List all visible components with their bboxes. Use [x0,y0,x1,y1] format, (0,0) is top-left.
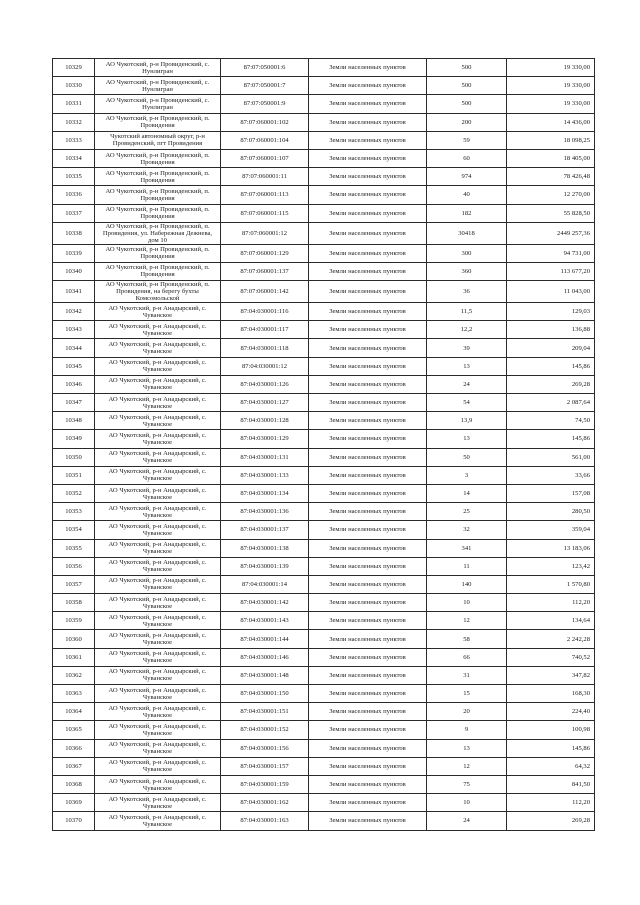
table-row [53,412,595,430]
land-category-cell: Земли населенных пунктов [309,339,427,357]
cadastral-cost-cell: 100,98 [507,721,595,739]
address-cell: АО Чукотский, р-н Анадырский, с. Чуванское [95,757,221,775]
land-category-cell: Земли населенных пунктов [309,575,427,593]
area-cell: 12 [427,757,507,775]
cadastral-cost-cell: 2 242,28 [507,630,595,648]
table-row [53,721,595,739]
cadastral-cost-cell: 269,28 [507,375,595,393]
table-row [53,394,595,412]
cadastral-number-cell: 87:04:030001:126 [221,375,309,393]
cadastral-cost-cell: 2449 257,36 [507,222,595,244]
area-cell: 25 [427,503,507,521]
cadastral-number-cell: 87:04:030001:152 [221,721,309,739]
cadastral-cost-cell: 74,50 [507,412,595,430]
land-category-cell: Земли населенных пунктов [309,113,427,131]
land-category-cell: Земли населенных пунктов [309,812,427,830]
area-cell: 24 [427,812,507,830]
cadastral-number-cell: 87:04:030001:14 [221,575,309,593]
land-category-cell: Земли населенных пунктов [309,666,427,684]
area-cell: 50 [427,448,507,466]
table-row [53,430,595,448]
table-row [53,204,595,222]
record-number-cell: 10355 [53,539,95,557]
cadastral-cost-cell: 94 731,00 [507,244,595,262]
cadastral-number-cell: 87:04:030001:157 [221,757,309,775]
table-row [53,262,595,280]
cadastral-cost-cell: 224,40 [507,703,595,721]
cadastral-cost-cell: 136,88 [507,321,595,339]
address-cell: АО Чукотский, р-н Анадырский, с. Чуванское [95,394,221,412]
record-number-cell: 10345 [53,357,95,375]
area-cell: 182 [427,204,507,222]
record-number-cell: 10348 [53,412,95,430]
cadastral-number-cell: 87:07:060001:129 [221,244,309,262]
address-cell: АО Чукотский, р-н Анадырский, с. Чуванское [95,685,221,703]
land-category-cell: Земли населенных пунктов [309,222,427,244]
table-row [53,630,595,648]
address-cell: АО Чукотский, р-н Анадырский, с. Чуванское [95,539,221,557]
cadastral-number-cell: 87:04:030001:116 [221,303,309,321]
table-row [53,222,595,244]
cadastral-cost-cell: 112,20 [507,794,595,812]
address-cell: Чукотский автономный округ, р-н Провиденский, пгт Провидения [95,131,221,149]
area-cell: 10 [427,594,507,612]
cadastral-number-cell: 87:04:030001:12 [221,357,309,375]
cadastral-cost-cell: 14 436,00 [507,113,595,131]
cadastral-cost-cell: 19 330,00 [507,77,595,95]
table-row [53,575,595,593]
record-number-cell: 10360 [53,630,95,648]
table-row [53,521,595,539]
address-cell: АО Чукотский, р-н Анадырский, с. Чуванское [95,557,221,575]
cadastral-number-cell: 87:07:060001:102 [221,113,309,131]
area-cell: 39 [427,339,507,357]
land-category-cell: Земли населенных пунктов [309,794,427,812]
address-cell: АО Чукотский, р-н Провиденский, п. Провидения [95,113,221,131]
cadastral-number-cell: 87:04:030001:148 [221,666,309,684]
cadastral-cost-cell: 78 426,48 [507,168,595,186]
area-cell: 12 [427,612,507,630]
address-cell: АО Чукотский, р-н Анадырский, с. Чуванское [95,375,221,393]
cadastral-cost-cell: 145,86 [507,739,595,757]
cadastral-cost-cell: 123,42 [507,557,595,575]
table-row [53,303,595,321]
area-cell: 15 [427,685,507,703]
land-category-cell: Земли населенных пунктов [309,412,427,430]
record-number-cell: 10351 [53,466,95,484]
table-row [53,775,595,793]
cadastral-cost-cell: 841,50 [507,775,595,793]
cadastral-cost-cell: 13 183,06 [507,539,595,557]
table-row [53,503,595,521]
land-category-cell: Земли населенных пунктов [309,168,427,186]
record-number-cell: 10341 [53,281,95,303]
land-category-cell: Земли населенных пунктов [309,557,427,575]
address-cell: АО Чукотский, р-н Анадырский, с. Чуванское [95,466,221,484]
area-cell: 11,5 [427,303,507,321]
land-category-cell: Земли населенных пунктов [309,394,427,412]
record-number-cell: 10336 [53,186,95,204]
table-row [53,357,595,375]
cadastral-cost-cell: 280,50 [507,503,595,521]
land-category-cell: Земли населенных пунктов [309,59,427,77]
land-category-cell: Земли населенных пунктов [309,244,427,262]
area-cell: 40 [427,186,507,204]
area-cell: 300 [427,244,507,262]
table-row [53,557,595,575]
table-row [53,539,595,557]
record-number-cell: 10340 [53,262,95,280]
area-cell: 200 [427,113,507,131]
record-number-cell: 10363 [53,685,95,703]
table-row [53,448,595,466]
land-category-cell: Земли населенных пунктов [309,630,427,648]
cadastral-cost-cell: 12 270,00 [507,186,595,204]
record-number-cell: 10358 [53,594,95,612]
record-number-cell: 10337 [53,204,95,222]
record-number-cell: 10330 [53,77,95,95]
address-cell: АО Чукотский, р-н Анадырский, с. Чуванское [95,703,221,721]
cadastral-number-cell: 87:04:030001:150 [221,685,309,703]
address-cell: АО Чукотский, р-н Провиденский, п. Провидения, ул. Набережная Дежнева, дом 10 [95,222,221,244]
address-cell: АО Чукотский, р-н Провиденский, п. Провидения [95,149,221,167]
table-row [53,244,595,262]
land-category-cell: Земли населенных пунктов [309,131,427,149]
record-number-cell: 10359 [53,612,95,630]
land-category-cell: Земли населенных пунктов [309,503,427,521]
land-category-cell: Земли населенных пунктов [309,521,427,539]
area-cell: 66 [427,648,507,666]
land-category-cell: Земли населенных пунктов [309,703,427,721]
cadastral-number-cell: 87:04:030001:118 [221,339,309,357]
table-row [53,812,595,830]
table-row [53,95,595,113]
area-cell: 341 [427,539,507,557]
area-cell: 30418 [427,222,507,244]
table-row [53,186,595,204]
land-category-cell: Земли населенных пунктов [309,149,427,167]
cadastral-number-cell: 87:04:030001:131 [221,448,309,466]
record-number-cell: 10364 [53,703,95,721]
cadastral-cost-cell: 112,20 [507,594,595,612]
area-cell: 60 [427,149,507,167]
record-number-cell: 10338 [53,222,95,244]
area-cell: 58 [427,630,507,648]
area-cell: 11 [427,557,507,575]
land-category-cell: Земли населенных пунктов [309,281,427,303]
cadastral-cost-cell: 1 570,80 [507,575,595,593]
record-number-cell: 10353 [53,503,95,521]
table-row [53,339,595,357]
cadastral-number-cell: 87:07:050001:9 [221,95,309,113]
record-number-cell: 10366 [53,739,95,757]
cadastral-number-cell: 87:04:030001:156 [221,739,309,757]
address-cell: АО Чукотский, р-н Анадырский, с. Чуванское [95,594,221,612]
table-row [53,594,595,612]
cadastral-cost-cell: 561,00 [507,448,595,466]
cadastral-cost-cell: 359,04 [507,521,595,539]
record-number-cell: 10361 [53,648,95,666]
land-category-cell: Земли населенных пунктов [309,685,427,703]
land-category-cell: Земли населенных пунктов [309,484,427,502]
address-cell: АО Чукотский, р-н Анадырский, с. Чуванское [95,339,221,357]
cadastral-cost-cell: 134,64 [507,612,595,630]
table-row [53,375,595,393]
cadastral-number-cell: 87:07:060001:11 [221,168,309,186]
area-cell: 9 [427,721,507,739]
cadastral-cost-cell: 113 677,20 [507,262,595,280]
cadastral-number-cell: 87:04:030001:163 [221,812,309,830]
cadastral-cost-cell: 55 828,50 [507,204,595,222]
cadastral-cost-cell: 347,82 [507,666,595,684]
cadastral-number-cell: 87:07:060001:115 [221,204,309,222]
address-cell: АО Чукотский, р-н Анадырский, с. Чуванское [95,521,221,539]
cadastral-cost-cell: 19 330,00 [507,59,595,77]
cadastral-number-cell: 87:07:060001:142 [221,281,309,303]
address-cell: АО Чукотский, р-н Провиденский, п. Провидения [95,186,221,204]
cadastral-cost-cell: 129,03 [507,303,595,321]
address-cell: АО Чукотский, р-н Анадырский, с. Чуванское [95,412,221,430]
address-cell: АО Чукотский, р-н Провиденский, п. Провидения [95,262,221,280]
cadastral-cost-cell: 145,86 [507,357,595,375]
address-cell: АО Чукотский, р-н Анадырский, с. Чуванское [95,430,221,448]
land-category-cell: Земли населенных пунктов [309,721,427,739]
record-number-cell: 10369 [53,794,95,812]
record-number-cell: 10357 [53,575,95,593]
cadastral-number-cell: 87:04:030001:136 [221,503,309,521]
address-cell: АО Чукотский, р-н Анадырский, с. Чуванское [95,630,221,648]
cadastral-cost-cell: 157,08 [507,484,595,502]
area-cell: 24 [427,375,507,393]
area-cell: 500 [427,59,507,77]
area-cell: 500 [427,95,507,113]
cadastral-number-cell: 87:04:030001:143 [221,612,309,630]
land-category-cell: Земли населенных пунктов [309,262,427,280]
cadastral-number-cell: 87:07:060001:113 [221,186,309,204]
address-cell: АО Чукотский, р-н Анадырский, с. Чуванское [95,721,221,739]
table-row [53,131,595,149]
cadastral-cost-cell: 168,30 [507,685,595,703]
table-row [53,466,595,484]
cadastral-cost-cell: 145,86 [507,430,595,448]
cadastral-number-cell: 87:07:050001:7 [221,77,309,95]
address-cell: АО Чукотский, р-н Провиденский, с. Нунлигран [95,77,221,95]
record-number-cell: 10370 [53,812,95,830]
address-cell: АО Чукотский, р-н Анадырский, с. Чуванское [95,775,221,793]
area-cell: 59 [427,131,507,149]
area-cell: 974 [427,168,507,186]
table-row [53,703,595,721]
land-category-cell: Земли населенных пунктов [309,594,427,612]
land-category-cell: Земли населенных пунктов [309,739,427,757]
address-cell: АО Чукотский, р-н Провиденский, п. Провидения [95,204,221,222]
cadastral-number-cell: 87:04:030001:127 [221,394,309,412]
area-cell: 54 [427,394,507,412]
table-row [53,685,595,703]
area-cell: 13 [427,739,507,757]
record-number-cell: 10347 [53,394,95,412]
address-cell: АО Чукотский, р-н Провиденский, с. Нунлигран [95,59,221,77]
cadastral-cost-cell: 64,32 [507,757,595,775]
area-cell: 75 [427,775,507,793]
cadastral-number-cell: 87:04:030001:137 [221,521,309,539]
cadastral-number-cell: 87:04:030001:146 [221,648,309,666]
table-row [53,757,595,775]
table-row [53,648,595,666]
address-cell: АО Чукотский, р-н Провиденский, п. Провидения, на берегу бухты Комсомольской [95,281,221,303]
record-number-cell: 10354 [53,521,95,539]
record-number-cell: 10356 [53,557,95,575]
area-cell: 13,9 [427,412,507,430]
record-number-cell: 10329 [53,59,95,77]
land-category-cell: Земли населенных пунктов [309,375,427,393]
record-number-cell: 10350 [53,448,95,466]
table-row [53,168,595,186]
table-body [53,59,595,831]
area-cell: 13 [427,430,507,448]
record-number-cell: 10367 [53,757,95,775]
land-category-cell: Земли населенных пунктов [309,466,427,484]
address-cell: АО Чукотский, р-н Анадырский, с. Чуванское [95,812,221,830]
address-cell: АО Чукотский, р-н Анадырский, с. Чуванское [95,666,221,684]
record-number-cell: 10331 [53,95,95,113]
address-cell: АО Чукотский, р-н Анадырский, с. Чуванское [95,612,221,630]
cadastral-number-cell: 87:04:030001:129 [221,430,309,448]
area-cell: 36 [427,281,507,303]
cadastral-number-cell: 87:04:030001:138 [221,539,309,557]
record-number-cell: 10339 [53,244,95,262]
cadastral-number-cell: 87:04:030001:139 [221,557,309,575]
land-category-cell: Земли населенных пунктов [309,204,427,222]
table-row [53,59,595,77]
address-cell: АО Чукотский, р-н Анадырский, с. Чуванское [95,357,221,375]
land-plots-table [52,58,595,831]
land-category-cell: Земли населенных пунктов [309,612,427,630]
record-number-cell: 10333 [53,131,95,149]
cadastral-number-cell: 87:04:030001:142 [221,594,309,612]
record-number-cell: 10352 [53,484,95,502]
table-row [53,666,595,684]
cadastral-number-cell: 87:04:030001:159 [221,775,309,793]
area-cell: 12,2 [427,321,507,339]
address-cell: АО Чукотский, р-н Анадырский, с. Чуванское [95,648,221,666]
cadastral-number-cell: 87:04:030001:134 [221,484,309,502]
record-number-cell: 10335 [53,168,95,186]
cadastral-cost-cell: 740,52 [507,648,595,666]
record-number-cell: 10368 [53,775,95,793]
record-number-cell: 10346 [53,375,95,393]
address-cell: АО Чукотский, р-н Анадырский, с. Чуванское [95,448,221,466]
land-category-cell: Земли населенных пунктов [309,757,427,775]
land-category-cell: Земли населенных пунктов [309,95,427,113]
cadastral-number-cell: 87:04:030001:133 [221,466,309,484]
land-category-cell: Земли населенных пунктов [309,303,427,321]
cadastral-number-cell: 87:07:060001:137 [221,262,309,280]
table-row [53,149,595,167]
address-cell: АО Чукотский, р-н Провиденский, п. Провидения [95,244,221,262]
cadastral-number-cell: 87:07:050001:6 [221,59,309,77]
cadastral-cost-cell: 2 087,64 [507,394,595,412]
area-cell: 360 [427,262,507,280]
table-row [53,484,595,502]
cadastral-cost-cell: 209,04 [507,339,595,357]
address-cell: АО Чукотский, р-н Анадырский, с. Чуванское [95,739,221,757]
address-cell: АО Чукотский, р-н Провиденский, п. Провидения [95,168,221,186]
address-cell: АО Чукотский, р-н Анадырский, с. Чуванское [95,484,221,502]
record-number-cell: 10343 [53,321,95,339]
area-cell: 10 [427,794,507,812]
area-cell: 140 [427,575,507,593]
table-row [53,739,595,757]
cadastral-number-cell: 87:07:060001:107 [221,149,309,167]
area-cell: 13 [427,357,507,375]
table-row [53,281,595,303]
table-row [53,794,595,812]
land-category-cell: Земли населенных пунктов [309,775,427,793]
area-cell: 3 [427,466,507,484]
land-category-cell: Земли населенных пунктов [309,648,427,666]
cadastral-number-cell: 87:04:030001:162 [221,794,309,812]
table-row [53,113,595,131]
address-cell: АО Чукотский, р-н Анадырский, с. Чуванское [95,321,221,339]
land-category-cell: Земли населенных пунктов [309,357,427,375]
cadastral-number-cell: 87:07:060001:104 [221,131,309,149]
record-number-cell: 10344 [53,339,95,357]
area-cell: 32 [427,521,507,539]
cadastral-cost-cell: 269,28 [507,812,595,830]
cadastral-cost-cell: 18 405,00 [507,149,595,167]
cadastral-number-cell: 87:04:030001:128 [221,412,309,430]
address-cell: АО Чукотский, р-н Провиденский, с. Нунлигран [95,95,221,113]
cadastral-number-cell: 87:04:030001:151 [221,703,309,721]
cadastral-cost-cell: 33,66 [507,466,595,484]
record-number-cell: 10362 [53,666,95,684]
table-row [53,321,595,339]
area-cell: 31 [427,666,507,684]
land-category-cell: Земли населенных пунктов [309,186,427,204]
cadastral-cost-cell: 11 043,00 [507,281,595,303]
address-cell: АО Чукотский, р-н Анадырский, с. Чуванское [95,575,221,593]
cadastral-cost-cell: 18 098,25 [507,131,595,149]
land-category-cell: Земли населенных пунктов [309,448,427,466]
record-number-cell: 10332 [53,113,95,131]
record-number-cell: 10349 [53,430,95,448]
area-cell: 500 [427,77,507,95]
record-number-cell: 10342 [53,303,95,321]
land-category-cell: Земли населенных пунктов [309,430,427,448]
address-cell: АО Чукотский, р-н Анадырский, с. Чуванское [95,794,221,812]
cadastral-cost-cell: 19 330,00 [507,95,595,113]
address-cell: АО Чукотский, р-н Анадырский, с. Чуванское [95,503,221,521]
land-category-cell: Земли населенных пунктов [309,77,427,95]
record-number-cell: 10365 [53,721,95,739]
record-number-cell: 10334 [53,149,95,167]
cadastral-number-cell: 87:07:060001:12 [221,222,309,244]
land-category-cell: Земли населенных пунктов [309,321,427,339]
table-row [53,77,595,95]
address-cell: АО Чукотский, р-н Анадырский, с. Чуванское [95,303,221,321]
cadastral-number-cell: 87:04:030001:144 [221,630,309,648]
land-category-cell: Земли населенных пунктов [309,539,427,557]
table-row [53,612,595,630]
area-cell: 14 [427,484,507,502]
area-cell: 20 [427,703,507,721]
cadastral-number-cell: 87:04:030001:117 [221,321,309,339]
